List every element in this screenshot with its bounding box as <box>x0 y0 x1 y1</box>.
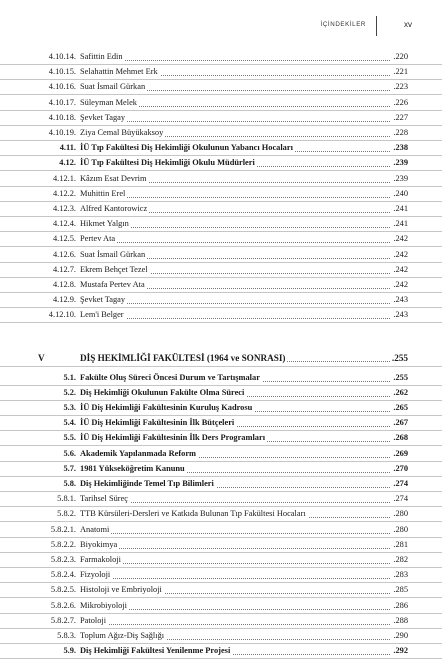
entry-page: . 239 <box>390 156 408 170</box>
entry-title-wrap <box>80 523 396 537</box>
entry-number: 5.8.3. <box>57 631 76 640</box>
section-page: . 255 <box>390 350 408 366</box>
entry-title: Şevket Tagay <box>80 112 126 122</box>
entry-title: Farmakoloji <box>80 555 121 564</box>
entry-title: İÜ Diş Hekimliği Fakültesinin İlk Ders Programları <box>80 433 266 443</box>
entry-number: 5.5. <box>63 433 76 443</box>
entry-title: Süleyman Melek <box>80 97 137 107</box>
entry-title-wrap <box>80 232 396 246</box>
entry-number: 4.10.15. <box>48 67 76 77</box>
entry-title-wrap <box>80 308 396 322</box>
entry-number: 4.12.4. <box>52 219 76 229</box>
entry-title: Suat İsmail Gürkan <box>80 249 146 259</box>
entry-number: 4.10.18. <box>48 112 76 122</box>
entry-page: . 227 <box>390 111 408 125</box>
entry-title: Akademik Yapılanmada Reform <box>80 448 197 458</box>
entry-page: . 285 <box>390 583 408 597</box>
toc-entry[interactable] <box>0 629 442 644</box>
entry-title-wrap <box>80 447 396 461</box>
toc-entry[interactable] <box>0 401 442 416</box>
entry-number: 4.12.1. <box>52 173 76 183</box>
entry-number: 4.10.16. <box>48 82 76 92</box>
entry-title-wrap <box>80 217 396 231</box>
toc-entry[interactable] <box>0 217 442 232</box>
entry-title-wrap <box>80 599 396 613</box>
entry-title: İÜ Diş Hekimliği Fakültesinin İlk Bütçeleri <box>80 418 235 428</box>
entry-number: 5.1. <box>63 372 76 382</box>
entry-page: . 220 <box>390 50 408 64</box>
entry-page: . 242 <box>390 263 408 277</box>
entry-page: . 242 <box>390 248 408 262</box>
entry-title: Tarihsel Süreç <box>80 494 129 504</box>
entry-title: İÜ Tıp Fakültesi Diş Hekimliği Okulunun Yabancı Hocaları <box>80 143 293 153</box>
entry-title: Histoloji ve Embriyoloji <box>80 585 162 595</box>
entry-page: . 290 <box>390 629 408 643</box>
entry-number: 4.10.19. <box>48 128 76 137</box>
entry-title-wrap <box>80 278 396 292</box>
entry-page: . 239 <box>390 172 408 186</box>
entry-number: 4.12.6. <box>52 249 76 259</box>
entry-title: Ekrem Behçet Tezel <box>80 264 148 274</box>
entry-number: 5.8.2. <box>57 509 76 519</box>
entry-number: 5.8.2.3. <box>50 555 76 564</box>
toc-entry[interactable] <box>0 492 442 507</box>
entry-title-wrap <box>80 629 396 643</box>
entry-number: 4.12.8. <box>52 280 76 289</box>
toc-entry[interactable] <box>0 553 442 568</box>
entry-title-wrap <box>80 202 396 216</box>
toc-entry[interactable] <box>0 50 442 65</box>
entry-title-wrap <box>80 50 396 64</box>
toc-entry[interactable] <box>0 523 442 538</box>
entry-number: 4.12.3. <box>52 204 76 213</box>
entry-title: Toplum Ağız-Diş Sağlığı <box>80 631 165 640</box>
entry-title: Anatomi <box>80 524 110 534</box>
toc-entry[interactable] <box>0 202 442 217</box>
toc-entry[interactable] <box>0 462 442 477</box>
entry-title-wrap <box>80 187 396 201</box>
entry-title-wrap <box>80 583 396 597</box>
entry-title: Suat İsmail Gürkan <box>80 82 146 92</box>
toc-entry[interactable] <box>0 371 442 386</box>
entry-page: . 269 <box>390 447 408 461</box>
toc-entry[interactable] <box>0 308 442 323</box>
toc-entry[interactable] <box>0 96 442 111</box>
toc-entry[interactable] <box>0 447 442 462</box>
entry-title-wrap <box>80 248 396 262</box>
entry-number: 5.8.1. <box>57 494 76 504</box>
entry-page: . 270 <box>390 462 408 476</box>
entry-title: Mikrobiyoloji <box>80 600 127 610</box>
entry-number: 5.8.2.1. <box>50 524 76 534</box>
entry-page: . 241 <box>390 217 408 231</box>
entry-page: . 221 <box>390 65 408 79</box>
entry-title-wrap <box>80 401 396 415</box>
toc-entry[interactable] <box>0 278 442 293</box>
toc-entry[interactable] <box>0 172 442 187</box>
entry-title-wrap <box>80 293 396 307</box>
running-title: İÇİNDEKİLER <box>320 21 366 28</box>
entry-title: Ziya Cemal Büyükaksoy <box>80 128 164 137</box>
entry-title: Pertev Ata <box>80 234 116 244</box>
entry-title: Diş Hekimliği Fakültesi Yenilenme Projesi <box>80 646 231 656</box>
toc-entry[interactable] <box>0 644 442 659</box>
entry-title: Muhittin Erel <box>80 188 126 198</box>
entry-page: . 282 <box>390 553 408 567</box>
toc-entry[interactable] <box>0 263 442 278</box>
entry-title-wrap <box>80 371 396 385</box>
entry-title: Fakülte Oluş Süreci Öncesi Durum ve Tartışmalar <box>80 372 260 382</box>
entry-title-wrap <box>80 96 396 110</box>
entry-number: 5.8.2.4. <box>50 570 76 580</box>
entry-number: 5.8.2.2. <box>50 539 76 549</box>
entry-title: Lem'i Belger <box>80 310 124 320</box>
toc-entry[interactable] <box>0 232 442 247</box>
entry-page: . 223 <box>390 80 408 94</box>
entry-page: . 280 <box>390 507 408 521</box>
entry-page: . 274 <box>390 492 408 506</box>
toc-entry[interactable] <box>0 507 442 522</box>
header-divider <box>376 16 377 36</box>
entry-title-wrap <box>80 386 396 400</box>
entry-title-wrap <box>80 568 396 582</box>
entry-title: Selahattin Mehmet Erk <box>80 67 158 77</box>
entry-title: 1981 Yükseköğretim Kanunu <box>80 463 185 473</box>
toc-entry[interactable] <box>0 141 442 156</box>
entry-number: 4.10.17. <box>48 97 76 107</box>
section-number: V <box>38 352 45 363</box>
entry-title-wrap <box>80 126 396 140</box>
entry-number: 4.12.2. <box>52 188 76 198</box>
section-heading[interactable] <box>0 350 442 367</box>
entry-title: İÜ Diş Hekimliği Fakültesinin Kuruluş Kadrosu <box>80 403 253 412</box>
entry-title: Diş Hekimliği Okulunun Fakülte Olma Süreci <box>80 387 245 397</box>
toc-entry[interactable] <box>0 614 442 629</box>
entry-title: Şevket Tagay <box>80 295 126 305</box>
entry-title-wrap <box>80 65 396 79</box>
entry-title-wrap <box>80 553 396 567</box>
toc-entry[interactable] <box>0 187 442 202</box>
entry-page: . 238 <box>390 141 408 155</box>
entry-number: 5.8.2.6. <box>50 600 76 610</box>
entry-title-wrap <box>80 80 396 94</box>
entry-title: TTB Kürsüleri-Dersleri ve Katkıda Bulunan Tıp Fakültesi Hocaları <box>80 509 306 519</box>
entry-title-wrap <box>80 507 396 521</box>
entry-title-wrap <box>80 477 396 491</box>
entry-title-wrap <box>80 263 396 277</box>
page-number: xv <box>404 20 412 29</box>
toc-entry[interactable] <box>0 126 442 141</box>
entry-title: İÜ Tıp Fakültesi Diş Hekimliği Okulu Müdürleri <box>80 158 255 168</box>
entry-number: 5.8.2.5. <box>50 585 76 595</box>
entry-number: 5.8. <box>63 479 76 488</box>
entry-title: Mustafa Pertev Ata <box>80 280 145 289</box>
toc-entry[interactable] <box>0 538 442 553</box>
entry-number: 4.10.14. <box>48 52 76 61</box>
entry-title: Fizyoloji <box>80 570 111 580</box>
entry-title: Alfred Kantorowicz <box>80 204 148 213</box>
entry-page: . 288 <box>390 614 408 628</box>
toc-entry[interactable] <box>0 65 442 80</box>
section-title: DİŞ HEKİMLİĞİ FAKÜLTESİ (1964 ve SONRASI) <box>80 352 286 363</box>
entry-number: 5.3. <box>63 403 76 412</box>
entry-title-wrap <box>80 614 396 628</box>
entry-page: . 242 <box>390 278 408 292</box>
entry-number: 5.6. <box>63 448 76 458</box>
entry-page: . 240 <box>390 187 408 201</box>
entry-page: . 243 <box>390 308 408 322</box>
entry-page: . 283 <box>390 568 408 582</box>
toc-entry[interactable] <box>0 477 442 492</box>
entry-title-wrap <box>80 538 396 552</box>
entry-title-wrap <box>80 156 396 170</box>
section-title-wrap <box>80 350 396 366</box>
entry-page: . 292 <box>390 644 408 658</box>
entry-title-wrap <box>80 431 396 445</box>
entry-page: . 262 <box>390 386 408 400</box>
toc-entry[interactable] <box>0 416 442 431</box>
entry-page: . 265 <box>390 401 408 415</box>
toc-entry[interactable] <box>0 293 442 308</box>
entry-number: 5.9. <box>63 646 76 656</box>
entry-page: . 243 <box>390 293 408 307</box>
entry-page: . 228 <box>390 126 408 140</box>
entry-number: 4.12. <box>59 158 76 168</box>
toc-entry[interactable] <box>0 583 442 598</box>
entry-page: . 242 <box>390 232 408 246</box>
entry-title: Biyokimya <box>80 539 118 549</box>
entry-page: . 267 <box>390 416 408 430</box>
entry-number: 4.12.10. <box>48 310 76 320</box>
entry-title: Patoloji <box>80 615 107 625</box>
entry-page: . 255 <box>390 371 408 385</box>
entry-page: . 226 <box>390 96 408 110</box>
entry-page: . 286 <box>390 599 408 613</box>
entry-title: Kâzım Esat Devrim <box>80 173 147 183</box>
entry-title-wrap <box>80 111 396 125</box>
entry-title: Diş Hekimliğinde Temel Tıp Bilimleri <box>80 479 214 488</box>
entry-title: Safittin Edin <box>80 52 123 61</box>
entry-page: . 274 <box>390 477 408 491</box>
entry-title-wrap <box>80 416 396 430</box>
entry-title-wrap <box>80 172 396 186</box>
entry-number: 4.12.5. <box>52 234 76 244</box>
entry-title-wrap <box>80 462 396 476</box>
entry-page: . 268 <box>390 431 408 445</box>
entry-title: Hikmet Yalgın <box>80 219 129 229</box>
entry-title-wrap <box>80 492 396 506</box>
entry-number: 4.11. <box>59 143 76 153</box>
toc-entry[interactable] <box>0 431 442 446</box>
page-header <box>0 0 442 40</box>
entry-number: 4.12.9. <box>52 295 76 305</box>
toc-entry[interactable] <box>0 248 442 263</box>
entry-number: 5.4. <box>63 418 76 428</box>
entry-title-wrap <box>80 644 396 658</box>
entry-number: 5.8.2.7. <box>50 615 76 625</box>
toc-entry[interactable] <box>0 80 442 95</box>
entry-title-wrap <box>80 141 396 155</box>
entry-page: . 280 <box>390 523 408 537</box>
toc-entry[interactable] <box>0 111 442 126</box>
entry-number: 5.2. <box>63 387 76 397</box>
entry-page: . 281 <box>390 538 408 552</box>
toc-entry[interactable] <box>0 599 442 614</box>
entry-number: 5.7. <box>63 463 76 473</box>
toc-entry[interactable] <box>0 156 442 171</box>
entry-number: 4.12.7. <box>52 264 76 274</box>
entry-page: . 241 <box>390 202 408 216</box>
toc-entry[interactable] <box>0 568 442 583</box>
toc-entry[interactable] <box>0 386 442 401</box>
